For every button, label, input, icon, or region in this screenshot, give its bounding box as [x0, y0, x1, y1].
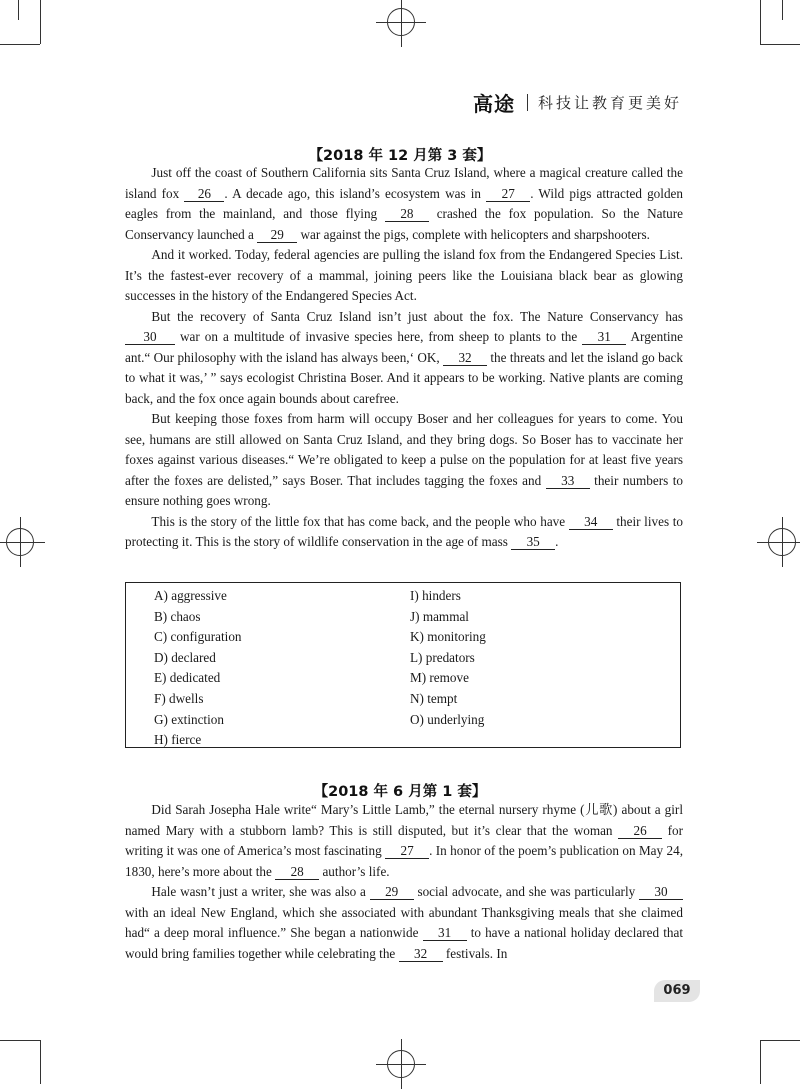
text-run: their lives to protecting it. This is the story of wildlife conservation in the age of mass: [125, 513, 683, 549]
text-run: Hale wasn’t just a writer, she was also a: [151, 884, 370, 899]
option-item: H) fierce: [154, 732, 202, 748]
registration-mark-left: [6, 528, 34, 556]
text-run: . A decade ago, this island’s ecosystem was in: [224, 185, 487, 201]
blank-26: 26: [184, 186, 224, 202]
blank-29: 29: [370, 884, 414, 900]
blank-33: 33: [546, 473, 590, 489]
blank-35: 35: [511, 534, 555, 550]
brand-slogan: 科技让教育更美好: [537, 94, 682, 112]
text-run: Argentine ant.“ Our philosophy with the island has always been,‘ OK,: [125, 329, 684, 365]
text-run: war on a multitude of invasive species here, from sheep to plants to the: [175, 329, 583, 344]
page-header: [473, 88, 682, 117]
blank-27: 27: [486, 186, 530, 202]
text-run: social advocate, and she was particularly: [413, 884, 639, 899]
option-item: B) chaos: [154, 608, 201, 624]
text-run: But the recovery of Santa Cruz Island isn’t just about the fox. The Nature Conservancy has: [151, 308, 683, 324]
section-2-title: 【2018 年 6 月第 1 套】: [313, 784, 487, 800]
option-item: N) tempt: [410, 690, 458, 706]
brand-logo: 高途: [472, 92, 515, 116]
paragraph: [125, 245, 683, 307]
paragraph: [125, 307, 683, 410]
blank-29: 29: [257, 227, 297, 243]
text-run: (儿歌) about a girl named Mary with a stubborn lamb? This is still disputed, but it’s clear that the woman: [125, 802, 683, 838]
text-run: author’s life.: [319, 863, 390, 879]
text-run: for writing it was one of America’s most fascinating: [125, 822, 683, 858]
registration-mark-bottom: [387, 1050, 415, 1078]
paragraph: [125, 409, 683, 512]
option-item: O) underlying: [410, 711, 485, 727]
text-run: .: [555, 534, 559, 549]
text-run: But keeping those foxes from harm will occupy Boser and her colleagues for years to come. You see, humans are still allowed on Santa Cruz Island, and they bring dogs. So Boser has to vaccinate her foxes against various diseases.“ We’re obligated to keep a pulse on the population for at least five years after the foxes are delisted,” says Boser. That includes tagging the foxes and: [125, 411, 683, 488]
section-1-passage: [125, 163, 683, 553]
paragraph: [125, 882, 683, 964]
text-run: festivals. In: [442, 945, 508, 961]
option-item: D) declared: [154, 649, 216, 665]
options-left-column: [154, 586, 242, 751]
option-item: G) extinction: [154, 711, 224, 727]
option-item: E) dedicated: [154, 670, 221, 686]
text-run: war against the pigs, complete with helicopters and sharpshooters.: [297, 226, 650, 242]
options-right-column: [410, 586, 486, 730]
option-item: I) hinders: [410, 588, 461, 603]
paragraph: [125, 163, 683, 245]
text-run: . Wild pigs attracted golden eagles from the mainland, and those flying: [125, 185, 683, 221]
section-1-title: 【2018 年 12 月第 3 套】: [308, 148, 492, 164]
blank-30: 30: [639, 884, 683, 900]
text-run: crashed the fox population. So the Nature Conservancy launched a: [125, 206, 683, 242]
blank-34: 34: [569, 514, 613, 530]
text-run: their numbers to ensure nothing goes wrong.: [125, 472, 684, 508]
blank-30: 30: [125, 329, 175, 345]
page-number: 069: [654, 980, 700, 1002]
text-run: . In honor of the poem’s publication on May 24, 1830, here’s more about the: [125, 843, 683, 879]
text-run: And it worked. Today, federal agencies are pulling the island fox from the Endangered Species List. It’s the fastest-ever recovery of a mammal, joining peers like the Louisiana black bear as glowing successes in the history of the Endangered Species Act.: [125, 247, 683, 303]
section-2-passage: [125, 800, 683, 964]
text-run: Did Sarah Josepha Hale write“ Mary’s Little Lamb,” the eternal: [151, 802, 499, 817]
option-item: J) mammal: [410, 608, 469, 624]
blank-27: 27: [385, 843, 429, 859]
option-item: F) dwells: [154, 690, 204, 706]
blank-26: 26: [618, 823, 662, 839]
text-run: with an ideal New England, which she associated with abundant Thanksgiving meals that she claimed had“ a deep moral influence.” She began a nationwide: [125, 904, 683, 940]
blank-31: 31: [582, 329, 626, 345]
paragraph: [125, 512, 683, 553]
blank-31: 31: [423, 925, 467, 941]
blank-28: 28: [385, 206, 429, 222]
option-item: L) predators: [410, 649, 475, 665]
text-run: This is the story of the little fox that has come back, and the people who have: [151, 513, 569, 529]
options-box: [125, 582, 681, 748]
paragraph: [125, 800, 683, 882]
registration-mark-right: [768, 528, 796, 556]
blank-32: 32: [443, 350, 487, 366]
blank-32: 32: [399, 946, 443, 962]
registration-mark-top: [387, 8, 415, 36]
option-item: K) monitoring: [410, 629, 486, 645]
option-item: C) configuration: [154, 629, 242, 645]
option-item: A) aggressive: [154, 588, 227, 603]
header-divider: [527, 94, 528, 111]
blank-28: 28: [275, 864, 319, 880]
italic-term: nursery rhyme: [498, 802, 577, 817]
option-item: M) remove: [410, 670, 469, 686]
text-run: the threats and let the island go back to what it was,’ ” says ecologist Christina Boser. And it appears to be working. Native plants are coming back, and the fox once again bounds about carefree.: [125, 349, 683, 406]
text-run: Just off the coast of Southern California sits Santa Cruz Island, where a magical creature called the island fox: [125, 165, 683, 201]
text-run: to have a national holiday declared that would bring families together while celebrating the: [125, 925, 683, 961]
